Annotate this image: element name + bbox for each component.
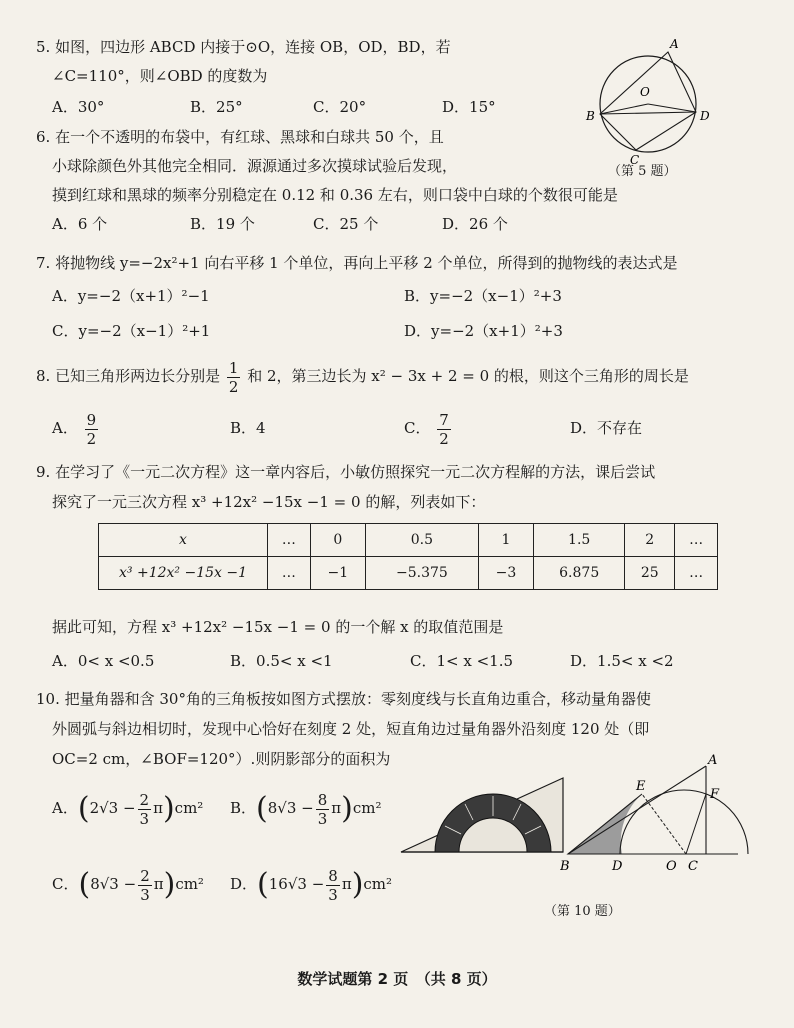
q10-option-a-term: 2√3 − [89,799,136,817]
q10-caption: （第 10 题） [544,904,621,919]
q10-option-a-label: A． [52,799,78,817]
q10-label-f: F [710,787,720,802]
q6-line1: 6. 在一个不透明的布袋中，有红球、黑球和白球共 50 个，且 [36,128,444,146]
q8-option-a-denominator: 2 [86,429,97,448]
q9-line2: 探究了一元三次方程 x³ +12x² −15x −1 = 0 的解，列表如下： [52,493,486,511]
q8-frac-denominator: 2 [228,377,239,396]
q10-label-d: D [612,859,623,872]
table-cell: −1 [310,557,365,590]
table-row [99,557,718,590]
q10-option-b: B．(8√3 − $\frac{8}{3}$ π)cm² [230,790,382,828]
q9-option-b: B．0.5< x <1 [230,652,333,670]
table-cell: 1.5 [534,524,625,557]
q10-option-a-pi: π [153,799,163,817]
q5-label-c: C [630,153,640,164]
q6-option-b: B．19 个 [190,215,255,233]
q10-option-c: C．(8√3 − $\frac{2}{3}$ π)cm² [52,866,204,904]
q10-option-a-denominator: 3 [139,809,150,828]
q6-line2: 小球除颜色外其他完全相同．源源通过多次摸球试验后发现， [52,157,458,175]
q7-line1: 7. 将抛物线 y=−2x²+1 向右平移 1 个单位，再向上平移 2 个单位，所得到的抛物线的表达式是 [36,254,678,272]
q8-frac-numerator: 1 [228,358,239,377]
q10-option-c-denominator: 3 [140,885,150,904]
q10-option-d-numerator: 8 [328,866,338,885]
q10-option-b-unit: cm² [352,799,382,817]
q9-option-c: C．1< x <1.5 [410,652,514,670]
q10-line3: OC=2 cm，∠BOF=120°）.则阴影部分的面积为 [52,750,391,768]
q9-option-d: D．1.5< x <2 [570,652,674,670]
q5-option-c: C．20° [313,98,367,116]
q9-line1: 9. 在学习了《一元二次方程》这一章内容后，小敏仿照探究一元二次方程解的方法，课后尝试 [36,463,656,481]
q10-label-c: C [688,859,698,872]
q10-label-o: O [666,859,677,872]
q5-label-a: A [670,37,679,51]
q10-option-c-term: 8√3 − [90,875,137,893]
q8-option-c-numerator: 7 [439,410,449,429]
q6-option-d: D．26 个 [442,215,508,233]
table-cell: x [99,524,268,557]
page-footer: 数学试题第 2 页 （共 8 页） [297,970,497,988]
q5-option-b: B．25° [190,98,243,116]
q5-caption: （第 5 题） [608,164,677,179]
q10-option-b-numerator: 8 [317,790,328,809]
q8-stem-pre: 8. 已知三角形两边长分别是 [36,367,221,385]
q9-option-a: A．0< x <0.5 [52,652,155,670]
q5-label-b: B [586,109,595,123]
q5-option-a: A．30° [52,98,105,116]
q10-option-b-label: B． [230,799,257,817]
q10-line2: 外圆弧与斜边相切时，发现中心恰好在刻度 2 处，短直角边过量角器外沿刻度 120 处（即 [52,720,650,738]
q8-stem-mid: 和 2，第三边长为 x² − 3x + 2 = 0 的根，则这个三角形的周长是 [247,367,689,385]
q7-option-d: D．y=−2（x+1）²+3 [404,322,563,340]
q10-label-a: A [708,753,718,768]
q8-option-a-numerator: 9 [86,410,97,429]
q10-figure-photo [395,770,570,865]
q7-option-c: C．y=−2（x−1）²+1 [52,322,211,340]
table-cell: 1 [478,524,533,557]
q10-option-d-term: 16√3 − [268,875,325,893]
q8-option-c-label: C． [404,419,431,437]
q10-label-e: E [636,779,646,794]
q10-option-d-pi: π [341,875,352,893]
q8-option-b: B．4 [230,419,266,437]
q9-table [98,523,718,590]
q8-option-c [404,408,453,448]
q6-option-c: C．25 个 [313,215,379,233]
q5-line1: 5. 如图，四边形 ABCD 内接于⊙O，连接 OB，OD，BD，若 [36,38,451,56]
q7-option-a: A．y=−2（x+1）²−1 [52,287,210,305]
q8-fraction-half [227,359,241,396]
q10-option-b-denominator: 3 [317,809,328,828]
table-cell: 0 [310,524,365,557]
q10-option-d-denominator: 3 [328,885,338,904]
table-cell: −5.375 [365,557,478,590]
q10-option-d-label: D． [230,875,258,893]
q5-option-d: D．15° [442,98,496,116]
table-cell: 25 [625,557,675,590]
q10-option-c-label: C． [52,875,79,893]
q10-option-b-pi: π [331,799,342,817]
q5-line2: ∠C=110°，则∠OBD 的度数为 [52,67,268,85]
q5-figure [580,34,720,164]
q6-option-a: A．6 个 [52,215,108,233]
q10-option-a-numerator: 2 [139,790,150,809]
table-cell: 6.875 [534,557,625,590]
q10-option-c-unit: cm² [175,875,204,893]
q8-option-a [52,408,100,448]
q6-line3: 摸到红球和黑球的频率分别稳定在 0.12 和 0.36 左右，则口袋中白球的个数很可能是 [52,186,618,204]
q10-option-d: D．(16√3 − $\frac{8}{3}$ π)cm² [230,866,393,904]
table-cell: … [675,524,718,557]
table-cell: 2 [625,524,675,557]
q8-stem [36,356,689,396]
table-cell: x³ +12x² −15x −1 [99,557,268,590]
q8-option-c-denominator: 2 [439,429,449,448]
q9-line3: 据此可知，方程 x³ +12x² −15x −1 = 0 的一个解 x 的取值范围是 [52,618,504,636]
table-cell: 0.5 [365,524,478,557]
q10-option-c-pi: π [153,875,164,893]
q10-figure-geometry [560,752,750,872]
table-cell: … [268,557,311,590]
q10-option-a: A．(2√3 − $\frac{2}{3}$ π)cm² [52,790,204,828]
q10-option-d-unit: cm² [363,875,393,893]
q10-line1: 10. 把量角器和含 30°角的三角板按如图方式摆放：零刻度线与长直角边重合，移动量角器使 [36,690,651,708]
q10-option-a-unit: cm² [174,799,204,817]
table-row [99,524,718,557]
q5-label-o: O [640,85,650,99]
table-cell: −3 [478,557,533,590]
table-cell: … [268,524,311,557]
q10-option-c-numerator: 2 [140,866,150,885]
q7-option-b: B．y=−2（x−1）²+3 [404,287,562,305]
q5-label-d: D [700,109,710,123]
q10-option-b-term: 8√3 − [267,799,314,817]
table-cell: … [675,557,718,590]
q8-option-d: D．不存在 [570,419,643,437]
q8-option-a-label: A． [52,419,78,437]
q10-label-b: B [560,859,570,872]
